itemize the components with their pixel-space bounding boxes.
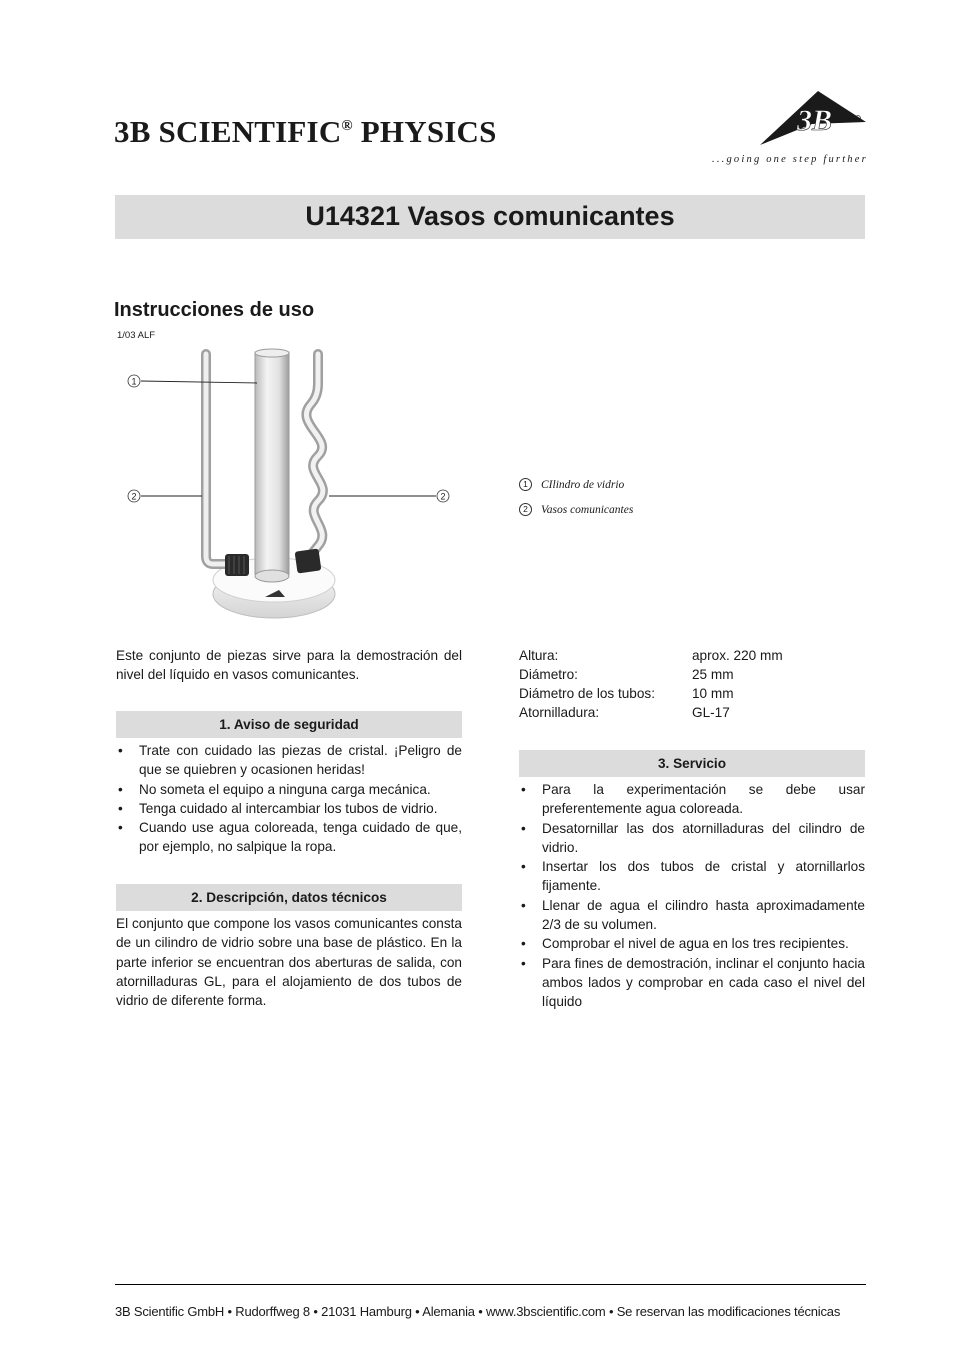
document-code: 1/03 ALF xyxy=(117,330,156,341)
registered-mark: ® xyxy=(341,118,353,134)
legend-item xyxy=(519,479,624,492)
table-row xyxy=(519,665,783,684)
brand-suffix: PHYSICS xyxy=(352,114,497,149)
legend-text: CIlindro de vidrio xyxy=(541,479,625,492)
callout-1: 1 xyxy=(131,376,137,387)
list-item: • No someta el equipo a ninguna carga mecánica. xyxy=(116,780,462,799)
footer-text: 3B Scientific GmbH • Rudorffweg 8 • 21031 Hamburg • Alemania • www.3bscientific.com • Se reservan las modificaciones técnicas xyxy=(115,1304,841,1319)
section-heading-text: 3. Servicio xyxy=(657,756,726,771)
spec-label: Diámetro: xyxy=(519,667,578,682)
list-item: • Para fines de demostración, inclinar el conjunto hacia ambos lados y comprobar en cada caso el nivel del líquido xyxy=(519,954,865,1012)
safety-list xyxy=(116,741,462,857)
spec-value: 25 mm xyxy=(692,667,734,682)
spec-value: aprox. 220 mm xyxy=(692,648,783,663)
spec-label: Altura: xyxy=(519,648,559,663)
table-row xyxy=(519,646,783,665)
list-item: • Desatornillar las dos atornilladuras del cilindro de vidrio. xyxy=(519,819,865,858)
3b-logo-icon xyxy=(752,88,870,150)
list-item: • Insertar los dos tubos de cristal y atornillarlos fijamente. xyxy=(519,857,865,896)
list-item: • Trate con cuidado las piezas de cristal. ¡Peligro de que se quiebren y ocasionen heridas! xyxy=(116,741,462,780)
legend-number: 2 xyxy=(519,503,532,516)
description-text: El conjunto que compone los vasos comunicantes consta de un cilindro de vidrio sobre una base de plástico. En la parte inferior se encuentran dos aberturas de salida, con atornilladuras GL, para el alojamiento de dos tubos de vidrio de diferente forma. xyxy=(116,916,462,1009)
section-heading-safety xyxy=(116,711,462,738)
document-title: U14321 Vasos comunicantes xyxy=(305,201,675,231)
list-item: • Llenar de agua el cilindro hasta aproximadamente 2/3 de su volumen. xyxy=(519,896,865,935)
section-heading-description xyxy=(116,884,462,911)
list-item: • Para la experimentación se debe usar preferentemente agua coloreada. xyxy=(519,780,865,819)
footer-divider xyxy=(115,1284,866,1285)
list-item: • Comprobar el nivel de agua en los tres recipientes. xyxy=(519,934,865,953)
callout-2-right: 2 xyxy=(440,491,446,502)
logo-text: 3B xyxy=(797,104,833,137)
table-row xyxy=(519,703,783,722)
section-heading-service xyxy=(519,750,865,777)
legend-text: Vasos comunicantes xyxy=(541,504,634,517)
spec-value: 10 mm xyxy=(692,686,734,701)
specs-table xyxy=(519,646,783,722)
service-list xyxy=(519,780,865,1012)
section-heading-text: 1. Aviso de seguridad xyxy=(219,717,359,732)
tagline: ...going one step further xyxy=(712,154,868,165)
list-item: • Cuando use agua coloreada, tenga cuidado de que, por ejemplo, no salpique la ropa. xyxy=(116,818,462,857)
subtitle: Instrucciones de uso xyxy=(114,299,315,321)
spec-label: Diámetro de los tubos: xyxy=(519,686,656,701)
spec-value: GL-17 xyxy=(692,705,730,720)
legend-item xyxy=(519,504,633,517)
section-heading-text: 2. Descripción, datos técnicos xyxy=(191,890,387,905)
title-bar xyxy=(115,195,865,239)
spec-label: Atornilladura: xyxy=(519,705,600,720)
table-row xyxy=(519,684,783,703)
callout-2-left: 2 xyxy=(131,491,137,502)
brand-name: 3B SCIENTIFIC xyxy=(114,114,342,149)
brand-title xyxy=(114,114,497,150)
legend-number: 1 xyxy=(519,478,532,491)
apparatus-illustration xyxy=(113,344,458,626)
intro-text: Este conjunto de piezas sirve para la demostración del nivel del líquido en vasos comunicantes. xyxy=(116,648,462,683)
list-item: • Tenga cuidado al intercambiar los tubos de vidrio. xyxy=(116,799,462,818)
